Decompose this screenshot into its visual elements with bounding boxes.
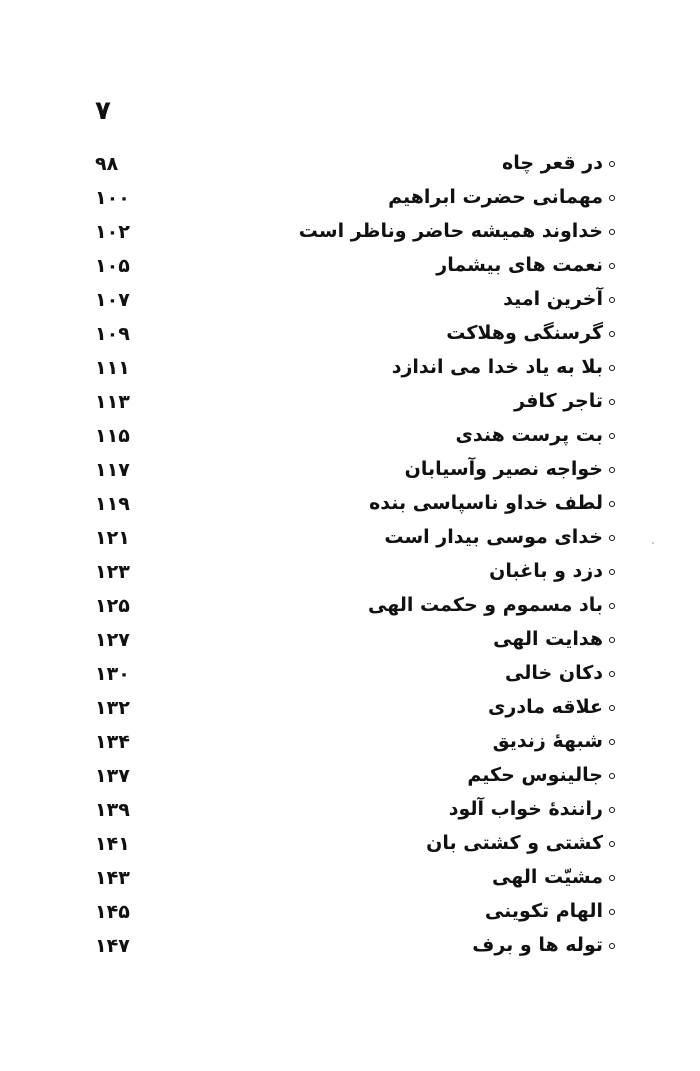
toc-entry-title: شبههٔ زندیق <box>492 730 603 752</box>
page-number: ۷ <box>95 96 111 126</box>
toc-entry-page: ۱۳۹ <box>95 799 130 821</box>
toc-entry-title: مهمانی حضرت ابراهیم <box>388 186 603 208</box>
toc-entry <box>95 420 615 454</box>
toc-entry <box>95 386 615 420</box>
toc-entry-page: ۱۰۲ <box>95 221 130 243</box>
toc-entry <box>95 692 615 726</box>
bullet-icon <box>609 671 615 677</box>
toc-entry-page: ۱۳۷ <box>95 765 130 787</box>
toc-entry-page: ۱۲۵ <box>95 595 130 617</box>
bullet-icon <box>609 739 615 745</box>
bullet-icon <box>609 195 615 201</box>
toc-entry-title: لطف خداو ناسپاسی بنده <box>369 492 603 514</box>
toc-entry-page: ۱۰۷ <box>95 289 130 311</box>
bullet-icon <box>609 637 615 643</box>
toc-entry <box>95 624 615 658</box>
toc-entry-title: گرسنگی وهلاکت <box>446 322 603 344</box>
toc-entry-page: ۱۰۹ <box>95 323 130 345</box>
toc-entry-page: ۱۰۵ <box>95 255 130 277</box>
toc-entry-title: بلا به یاد خدا می اندازد <box>391 356 603 378</box>
toc-entry-page: ۱۴۷ <box>95 935 130 957</box>
bullet-icon <box>609 501 615 507</box>
toc-entry <box>95 828 615 862</box>
toc-entry <box>95 352 615 386</box>
bullet-icon <box>609 365 615 371</box>
toc-entry <box>95 896 615 930</box>
toc-entry-title: علاقه مادری <box>488 696 603 718</box>
toc-entry <box>95 930 615 964</box>
bullet-icon <box>609 569 615 575</box>
toc-entry-title: خداوند همیشه حاضر وناظر است <box>298 220 603 242</box>
toc-entry <box>95 454 615 488</box>
bullet-icon <box>609 331 615 337</box>
bullet-icon <box>609 467 615 473</box>
toc-entry <box>95 726 615 760</box>
toc-entry <box>95 318 615 352</box>
bullet-icon <box>609 909 615 915</box>
toc-entry-page: ۱۳۰ <box>95 663 130 685</box>
toc-entry-title: رانندهٔ خواب آلود <box>448 798 603 820</box>
toc-entry-title: نعمت های بیشمار <box>436 254 603 276</box>
toc-entry-title: آخرین امید <box>503 288 603 310</box>
table-of-contents <box>95 148 615 964</box>
toc-entry-title: الهام تکوینی <box>484 900 603 922</box>
toc-entry <box>95 148 615 182</box>
bullet-icon <box>609 229 615 235</box>
toc-entry-page: ۹۸ <box>95 153 119 175</box>
toc-entry <box>95 590 615 624</box>
toc-entry-page: ۱۱۵ <box>95 425 130 447</box>
toc-entry <box>95 862 615 896</box>
toc-entry <box>95 250 615 284</box>
toc-entry <box>95 522 615 556</box>
toc-entry <box>95 182 615 216</box>
toc-entry-page: ۱۳۲ <box>95 697 130 719</box>
toc-entry-page: ۱۱۱ <box>95 357 130 379</box>
bullet-icon <box>609 535 615 541</box>
toc-entry-title: تاجر کافر <box>514 390 603 412</box>
bullet-icon <box>609 399 615 405</box>
bullet-icon <box>609 433 615 439</box>
toc-entry <box>95 760 615 794</box>
bullet-icon <box>609 841 615 847</box>
toc-entry-page: ۱۱۷ <box>95 459 130 481</box>
toc-entry <box>95 284 615 318</box>
bullet-icon <box>609 161 615 167</box>
toc-entry-title: خواجه نصیر وآسیابان <box>404 458 603 480</box>
toc-entry-page: ۱۲۱ <box>95 527 130 549</box>
toc-entry-page: ۱۰۰ <box>95 187 130 209</box>
bullet-icon <box>609 705 615 711</box>
toc-entry-page: ۱۱۳ <box>95 391 130 413</box>
toc-entry-title: خدای موسی بیدار است <box>384 526 603 548</box>
toc-entry <box>95 216 615 250</box>
toc-entry-page: ۱۴۳ <box>95 867 130 889</box>
toc-entry-title: کشتی و کشتی بان <box>426 832 603 854</box>
toc-entry-title: دکان خالی <box>505 662 603 684</box>
toc-entry-title: مشیّت الهی <box>492 866 603 888</box>
toc-entry <box>95 658 615 692</box>
toc-entry-page: ۱۴۵ <box>95 901 130 923</box>
toc-entry-page: ۱۲۳ <box>95 561 130 583</box>
bullet-icon <box>609 943 615 949</box>
bullet-icon <box>609 807 615 813</box>
bullet-icon <box>609 773 615 779</box>
toc-entry-title: بت پرست هندی <box>455 424 603 446</box>
toc-entry-title: دزد و باغبان <box>489 560 603 582</box>
bullet-icon <box>609 263 615 269</box>
toc-entry-page: ۱۴۱ <box>95 833 130 855</box>
bullet-icon <box>609 875 615 881</box>
toc-entry-title: جالینوس حکیم <box>467 764 603 786</box>
toc-entry <box>95 556 615 590</box>
bullet-icon <box>609 297 615 303</box>
toc-entry-title: توله ها و برف <box>472 934 603 956</box>
toc-entry-title: هدایت الهی <box>493 628 603 650</box>
toc-entry <box>95 794 615 828</box>
toc-entry-title: در قعر چاه <box>502 152 603 174</box>
toc-entry-page: ۱۳۴ <box>95 731 130 753</box>
bullet-icon <box>609 603 615 609</box>
toc-entry-page: ۱۲۷ <box>95 629 130 651</box>
toc-entry <box>95 488 615 522</box>
toc-entry-page: ۱۱۹ <box>95 493 130 515</box>
scan-speck <box>652 542 654 544</box>
toc-entry-title: باد مسموم و حکمت الهی <box>368 594 603 616</box>
